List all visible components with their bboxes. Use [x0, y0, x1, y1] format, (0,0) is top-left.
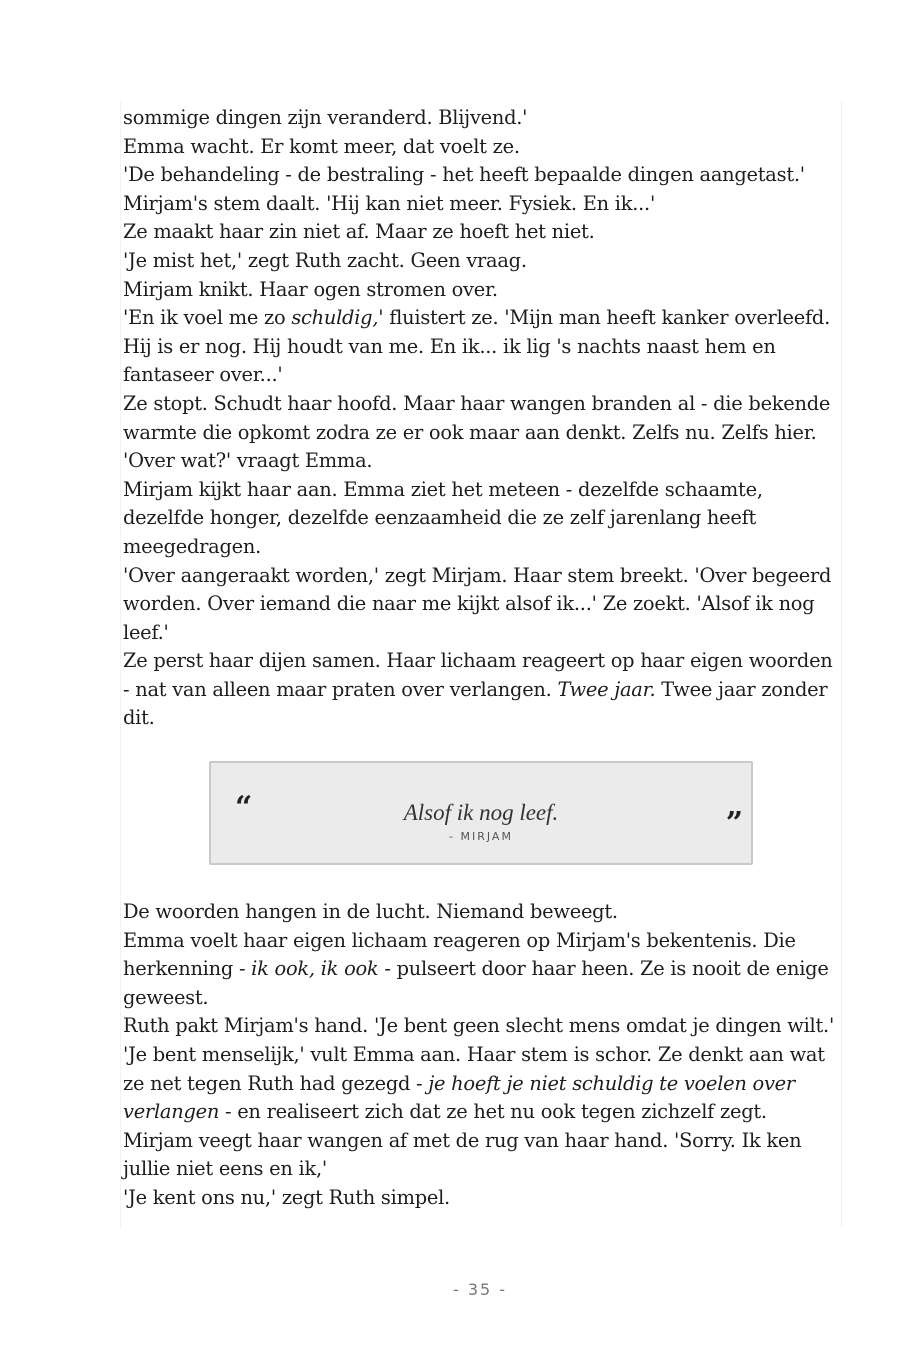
text-line: Mirjam kijkt haar aan. Emma ziet het meteen - dezelfde schaamte, — [123, 477, 763, 501]
text-line: Mirjam knikt. Haar ogen stromen over. — [123, 277, 498, 301]
text-line: dezelfde honger, dezelfde eenzaamheid die ze zelf jarenlang heeft — [123, 506, 757, 530]
pull-quote-text: Alsof ik nog leef. — [403, 800, 559, 825]
text-line — [121, 1070, 834, 1099]
text-line: fantaseer over...' — [123, 363, 283, 387]
text-line: Ze stopt. Schudt haar hoofd. Maar haar wangen branden al - die bekende — [123, 391, 831, 415]
text-line — [121, 304, 833, 333]
text-line: Ze perst haar dijen samen. Haar lichaam reageert op haar eigen woorden — [123, 649, 833, 673]
italic-text: ik ook, ik ook — [251, 957, 379, 981]
text-line: Emma voelt haar eigen lichaam reageren op Mirjam's bekentenis. Die — [123, 928, 796, 952]
text-line: Mirjam's stem daalt. 'Hij kan niet meer. Fysiek. En ik...' — [123, 191, 656, 215]
text-run: ze net tegen Ruth had gezegd - — [123, 1071, 429, 1095]
text-line: dit. — [123, 706, 155, 730]
text-line: Hij is er nog. Hij houdt van me. En ik... ik lig 's nachts naast hem en — [123, 334, 776, 358]
text-run: - en realiseert zich dat ze het nu ook tegen zichzelf zegt. — [219, 1100, 767, 1124]
text-line: 'Je bent menselijk,' vult Emma aan. Haar stem is schor. Ze denkt aan wat — [123, 1042, 825, 1066]
text-line: De woorden hangen in de lucht. Niemand beweegt. — [123, 900, 618, 923]
text-line: 'Je kent ons nu,' zegt Ruth simpel. — [123, 1185, 450, 1209]
text-run: - nat van alleen maar praten over verlangen. — [123, 677, 558, 701]
text-line — [121, 676, 833, 705]
text-run: herkenning - — [123, 957, 252, 981]
open-quote-mark: “ — [235, 790, 253, 825]
close-quote-mark: ” — [725, 806, 743, 841]
text-line: Mirjam veegt haar wangen af met de rug van haar hand. 'Sorry. Ik ken — [123, 1128, 802, 1152]
text-line — [121, 955, 834, 984]
text-line: 'Je mist het,' zegt Ruth zacht. Geen vraag. — [123, 248, 527, 272]
text-block-bottom — [121, 898, 834, 1213]
page-number: - 35 - — [452, 1280, 508, 1299]
text-run: ' fluistert ze. 'Mijn man heeft kanker overleefd. — [378, 306, 830, 330]
text-block-top — [121, 104, 833, 733]
pull-quote-attribution: - MIRJAM — [449, 830, 513, 843]
text-run: - pulseert door haar heen. Ze is nooit de enige — [378, 957, 829, 981]
text-line: sommige dingen zijn veranderd. Blijvend.' — [123, 106, 528, 129]
text-line — [121, 1098, 834, 1127]
text-line: 'Over wat?' vraagt Emma. — [123, 449, 373, 473]
text-line: jullie niet eens en ik,' — [123, 1157, 327, 1181]
text-line: Emma wacht. Er komt meer, dat voelt ze. — [123, 134, 520, 158]
text-line: 'De behandeling - de bestraling - het heeft bepaalde dingen aangetast.' — [123, 163, 805, 187]
text-line: worden. Over iemand die naar me kijkt alsof ik...' Ze zoekt. 'Alsof ik nog — [123, 592, 815, 616]
pull-quote — [209, 761, 753, 865]
text-line: Ze maakt haar zin niet af. Maar ze hoeft het niet. — [123, 220, 595, 244]
page-body — [120, 101, 842, 1228]
italic-text: schuldig, — [291, 306, 379, 330]
italic-text: verlangen — [123, 1100, 220, 1124]
text-line: leef.' — [123, 620, 169, 644]
italic-text: je hoeft je niet schuldig te voelen over — [428, 1071, 795, 1095]
text-line: warmte die opkomt zodra ze er ook maar aan denkt. Zelfs nu. Zelfs hier. — [123, 420, 817, 444]
text-line: meegedragen. — [123, 534, 262, 558]
text-run: 'En ik voel me zo — [123, 306, 292, 330]
text-run: Twee jaar zonder — [655, 677, 828, 701]
text-line: geweest. — [123, 985, 209, 1009]
text-line: 'Over aangeraakt worden,' zegt Mirjam. Haar stem breekt. 'Over begeerd — [123, 563, 832, 587]
text-line: Ruth pakt Mirjam's hand. 'Je bent geen slecht mens omdat je dingen wilt.' — [123, 1014, 835, 1038]
italic-text: Twee jaar. — [557, 677, 656, 701]
